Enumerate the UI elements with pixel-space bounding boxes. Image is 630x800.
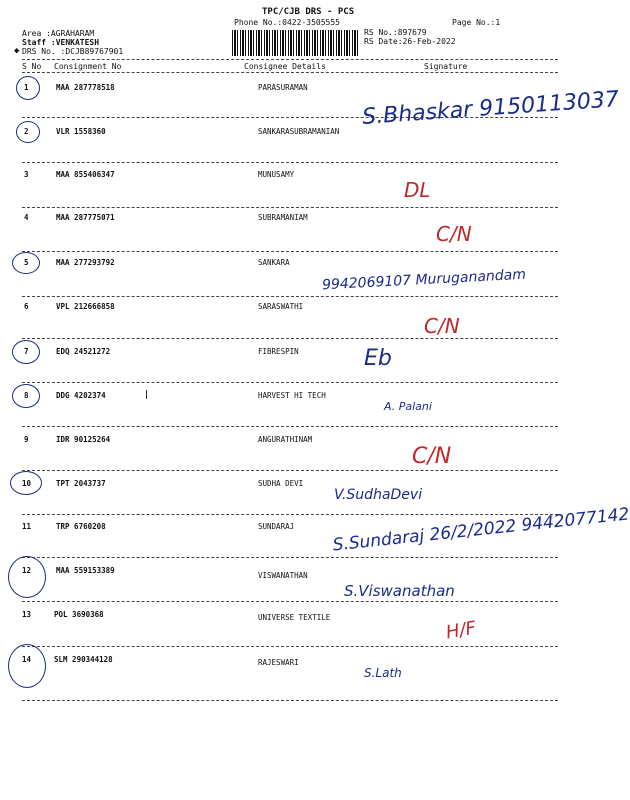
row-sno: 13 [22, 610, 32, 619]
row-sno: 6 [24, 302, 29, 311]
stray-pen-mark [146, 390, 147, 399]
col-signature: Signature [424, 62, 468, 71]
sno-circle-mark [16, 121, 40, 143]
row-consignee: SANKARA [258, 258, 290, 267]
row-consignee: FIBRESPIN [258, 347, 299, 356]
row-consignee: ANGURATHINAM [258, 435, 313, 444]
page-number: Page No.:1 [452, 18, 501, 27]
col-sno: S No [22, 62, 42, 71]
drs-number: DRS No. :DCJB89767901 [22, 47, 124, 56]
signature-row-1: S.Bhaskar 9150113037 [361, 87, 620, 130]
row-sno: 7 [24, 347, 29, 356]
row-consignee: SUNDARAJ [258, 522, 295, 531]
row-divider [22, 382, 558, 383]
signature-row-6: C/N [424, 314, 460, 338]
sno-circle-mark [8, 644, 46, 688]
row-consignment: POL 3690368 [54, 610, 104, 619]
row-divider [22, 251, 558, 252]
row-consignee: SANKARASUBRAMANIAN [258, 127, 340, 136]
row-consignee: PARASURAMAN [258, 83, 308, 92]
row-divider [22, 646, 558, 647]
row-sno: 12 [22, 566, 32, 575]
row-sno: 3 [24, 170, 29, 179]
row-divider [22, 338, 558, 339]
col-consignee: Consignee Details [244, 62, 326, 71]
sno-circle-mark [10, 471, 42, 495]
row-consignee: SUBRAMANIAM [258, 213, 308, 222]
phone-number: Phone No.:0422-3505555 [234, 18, 340, 27]
row-sno: 2 [24, 127, 29, 136]
row-consignee: MUNUSAMY [258, 170, 295, 179]
row-consignment: VLR 1558360 [56, 127, 106, 136]
header-rule-bottom [22, 72, 558, 73]
signature-row-8: A. Palani [384, 400, 432, 413]
row-sno: 5 [24, 258, 29, 267]
row-sno: 1 [24, 83, 29, 92]
row-consignment: MAA 277293792 [56, 258, 115, 267]
row-consignment: SLM 290344128 [54, 655, 113, 664]
row-divider [22, 207, 558, 208]
row-consignee: SARASWATHI [258, 302, 304, 311]
row-sno: 11 [22, 522, 32, 531]
row-consignment: MAA 287778518 [56, 83, 115, 92]
row-consignment: DDG 4202374 [56, 391, 106, 400]
row-consignment: IDR 90125264 [56, 435, 111, 444]
row-consignment: EDQ 24521272 [56, 347, 111, 356]
row-divider [22, 296, 558, 297]
row-consignment: VPL 212666858 [56, 302, 115, 311]
row-consignment: MAA 855406347 [56, 170, 115, 179]
row-divider [22, 470, 558, 471]
row-consignee: SUDHA DEVI [258, 479, 304, 488]
signature-row-3: DL [404, 178, 431, 202]
signature-row-7: Eb [364, 346, 392, 371]
col-consignment: Consignment No [54, 62, 122, 71]
row-consignment: TRP 6760208 [56, 522, 106, 531]
signature-row-14: S.Lath [364, 666, 402, 680]
sno-circle-mark [12, 252, 40, 274]
row-sno: 4 [24, 213, 29, 222]
sno-circle-mark [12, 340, 40, 364]
row-consignment: MAA 287775071 [56, 213, 115, 222]
header-rule-top [22, 59, 558, 60]
barcode [232, 30, 358, 56]
area-label: Area :AGRAHARAM [22, 29, 95, 38]
staff-label: Staff :VENKATESH [22, 38, 100, 47]
sno-circle-mark [12, 384, 40, 408]
signature-row-12: S.Viswanathan [344, 582, 455, 600]
row-divider [22, 700, 558, 701]
signature-row-4: C/N [436, 222, 472, 246]
row-divider [22, 601, 558, 602]
row-sno: 9 [24, 435, 29, 444]
signature-row-9: C/N [412, 444, 452, 469]
row-divider [22, 557, 558, 558]
row-consignee: UNIVERSE TEXTILE [258, 613, 331, 622]
signature-row-11: S.Sundaraj 26/2/2022 9442077142 [331, 504, 630, 556]
row-consignee: RAJESWARI [258, 658, 299, 667]
row-consignee: VISWANATHAN [258, 571, 308, 580]
row-divider [22, 162, 558, 163]
row-sno: 10 [22, 479, 32, 488]
corner-mark: ◆ [14, 46, 20, 56]
document-title: TPC/CJB DRS - PCS [262, 7, 355, 17]
sno-circle-mark [8, 556, 46, 598]
signature-row-5: 9942069107 Muruganandam [321, 266, 527, 294]
row-divider [22, 426, 558, 427]
row-sno: 14 [22, 655, 32, 664]
row-consignee: HARVEST HI TECH [258, 391, 326, 400]
row-consignment: TPT 2043737 [56, 479, 106, 488]
signature-row-13: H/F [444, 617, 478, 644]
rs-date: RS Date:26-Feb-2022 [364, 37, 456, 46]
rs-number: RS No.:897679 [364, 28, 427, 37]
sno-circle-mark [16, 76, 40, 100]
signature-row-10: V.SudhaDevi [334, 487, 423, 503]
row-consignment: MAA 559153389 [56, 566, 115, 575]
row-sno: 8 [24, 391, 29, 400]
row-divider [22, 514, 558, 515]
